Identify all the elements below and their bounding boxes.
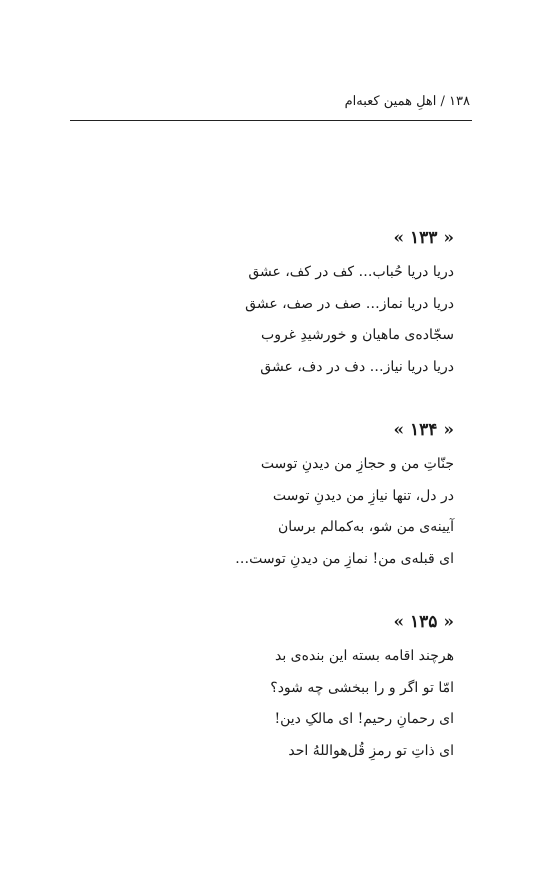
poem-line: هرچند اقامه بسته این بنده‌ی بد <box>274 648 454 664</box>
poem-list <box>154 226 454 802</box>
running-head: ۱۳۸ / اهلِ همین کعبه‌ام <box>344 94 470 109</box>
poem-line: دریا دریا نیاز… دف در دف، عشق <box>260 358 454 375</box>
poem-line: سجّاده‌ی ماهیان و خورشیدِ غروب <box>261 327 454 343</box>
poem-line: آیینه‌ی من شو، به‌کمالم برسان <box>277 519 454 535</box>
poem-134 <box>154 418 454 575</box>
poem-line: جنّاتِ من و حجازِ من دیدنِ توست <box>260 456 454 472</box>
poem-line: ای ذاتِ تو رمزِ قُل‌هواللهُ احد <box>288 742 454 759</box>
poem-line: ای قبله‌ی من! نمازِ من دیدنِ توست… <box>235 550 454 567</box>
poem-line: در دل، تنها نیازِ من دیدنِ توست <box>272 487 454 504</box>
poem-number: « ۱۳۴ » <box>393 420 454 440</box>
poem-number: « ۱۳۵ » <box>393 612 454 632</box>
poem-line: دریا دریا حُباب… کف در کف، عشق <box>248 264 454 280</box>
poem-135 <box>154 610 454 767</box>
header-rule <box>70 120 472 121</box>
poem-133 <box>154 226 454 383</box>
poem-line: ای رحمانِ رحیم! ای مالکِ دین! <box>274 711 454 727</box>
poem-line: امّا تو اگر و را ببخشی چه شود؟ <box>270 679 454 696</box>
poem-line: دریا دریا نماز… صف در صف، عشق <box>245 295 454 312</box>
poem-number: « ۱۳۳ » <box>393 228 454 248</box>
